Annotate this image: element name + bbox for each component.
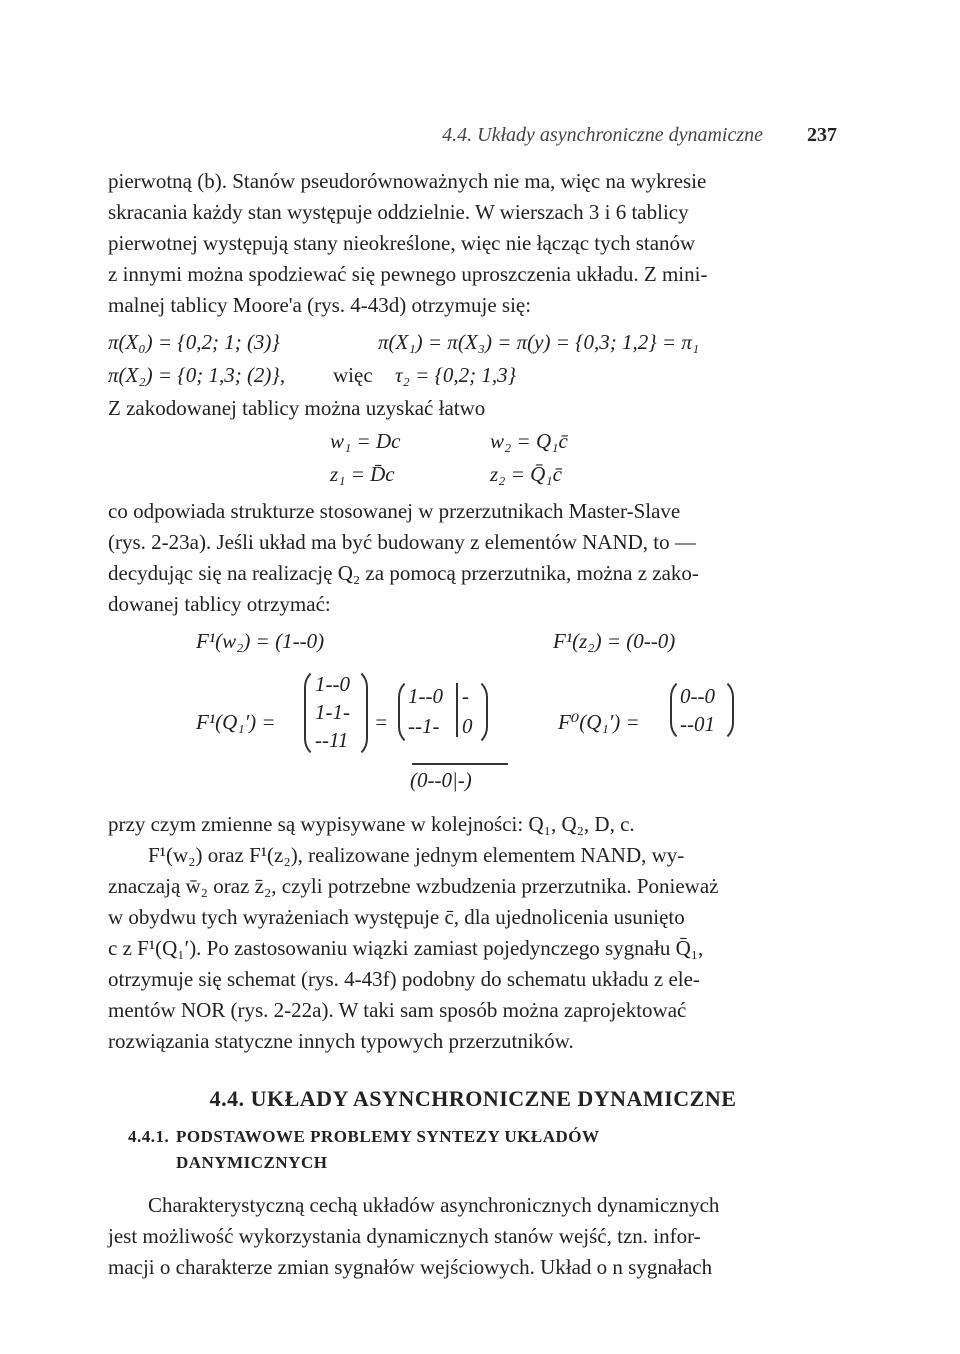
text-line: z innymi można spodziewać się pewnego uproszczenia układu. Z mini- <box>108 262 708 286</box>
text-line: przy czym zmienne są wypisywane w kolejności: Q₁, Q₂, D, c. <box>108 812 635 836</box>
function-f1-z2: F¹(z₂) = (0--0) <box>553 629 676 653</box>
excitation-z1: z₁ = D̄c <box>330 462 395 486</box>
matrix-1-row-2: 1-1- <box>315 700 350 724</box>
text-line: skracania każdy stan występuje oddzielnie. W wierszach 3 i 6 tablicy <box>108 200 689 224</box>
matrix-3-row-1: 0--0 <box>680 684 715 708</box>
matrix-2-separator <box>456 683 458 737</box>
subsection-title-line-2: DANYMICZNYCH <box>176 1153 328 1172</box>
text-line: dowanej tablicy otrzymać: <box>108 592 331 616</box>
subsection-number: 4.4.1. <box>128 1127 170 1146</box>
text-line: (rys. 2-23a). Jeśli układ ma być budowany z elementów NAND, to — <box>108 530 696 554</box>
text-line: F¹(w₂) oraz F¹(z₂), realizowane jednym elementem NAND, wy- <box>148 843 685 867</box>
matrix-1-row-3: --11 <box>315 728 349 752</box>
section-heading: 4.4. UKŁADY ASYNCHRONICZNE DYNAMICZNE <box>209 1086 737 1111</box>
word-wiec: więc <box>333 363 373 387</box>
text-line: c z F¹(Q₁′). Po zastosowaniu wiązki zamiast pojedynczego sygnału Q̄₁, <box>108 936 704 960</box>
partition-x1: π(X₁) = π(X₃) = π(y) = {0,3; 1,2} = π₁ <box>378 330 700 354</box>
excitation-z2: z₂ = Q̄₁c̄ <box>490 462 562 486</box>
final-paragraph <box>108 1190 838 1283</box>
text-line: pierwotnej występują stany nieokreślone, więc nie łącząc tych stanów <box>108 231 696 255</box>
matrix-1-row-1: 1--0 <box>315 672 350 696</box>
subsection-title-line-1: PODSTAWOWE PROBLEMY SYNTEZY UKŁADÓW <box>176 1127 600 1146</box>
partition-x0: π(X₀) = {0,2; 1; (3)} <box>108 330 280 354</box>
function-f0-q1-label: F⁰(Q₁′) = <box>558 710 640 734</box>
running-header <box>110 124 837 154</box>
text-line: macji o charakterze zmian sygnałów wejściowych. Układ o n sygnałach <box>108 1255 713 1279</box>
text-line: w obydwu tych wyrażeniach występuje c̄, dla ujednolicenia usunięto <box>108 905 685 929</box>
equals-sign: = <box>374 710 389 734</box>
excitation-row-1 <box>108 426 838 457</box>
matrix-block <box>108 661 838 791</box>
matrix-result: (0--0|-) <box>410 768 472 792</box>
intro-paragraph <box>108 166 838 321</box>
subsection-heading <box>108 1124 838 1176</box>
partition-tau2: τ₂ = {0,2; 1,3} <box>395 363 517 387</box>
text-line: malnej tablicy Moore'a (rys. 4-43d) otrzymuje się: <box>108 293 532 317</box>
body-text <box>108 166 838 1283</box>
page-number: 237 <box>807 124 837 146</box>
function-f1-w2: F¹(w₂) = (1--0) <box>196 629 325 653</box>
text-line: mentów NOR (rys. 2-22a). W taki sam sposób można zaprojektować <box>108 998 687 1022</box>
paragraph-3 <box>108 809 838 1057</box>
text-line: pierwotną (b). Stanów pseudorównoważnych nie ma, więc na wykresie <box>108 169 707 193</box>
partition-equation-row-1 <box>108 327 838 358</box>
text-line: co odpowiada strukturze stosowanej w przerzutnikach Master-Slave <box>108 499 681 523</box>
text-line: otrzymuje się schemat (rys. 4-43f) podobny do schematu układu z ele- <box>108 967 700 991</box>
matrix-2-extra-row-2: 0 <box>462 714 473 738</box>
function-row-1 <box>108 626 838 657</box>
text-line: znaczają w̄₂ oraz z̄₂, czyli potrzebne wzbudzenia przerzutnika. Ponieważ <box>108 874 719 898</box>
excitation-w2: w₂ = Q₁c̄ <box>490 429 568 453</box>
text-line: decydując się na realizację Q₂ za pomocą przerzutnika, można z zako- <box>108 561 699 585</box>
partition-equation-row-2 <box>108 360 838 391</box>
excitation-row-2 <box>108 459 838 490</box>
running-title: 4.4. Układy asynchroniczne dynamiczne <box>442 124 763 146</box>
matrix-2-extra-row-1: - <box>462 684 469 708</box>
coded-table-intro: Z zakodowanej tablicy można uzyskać łatwo <box>108 396 486 420</box>
text-line: rozwiązania statyczne innych typowych przerzutników. <box>108 1029 574 1053</box>
matrix-2-row-1: 1--0 <box>408 684 443 708</box>
text-line: Charakterystyczną cechą układów asynchronicznych dynamicznych <box>148 1193 720 1217</box>
partition-x2: π(X₂) = {0; 1,3; (2)}, <box>108 363 286 387</box>
text-line: jest możliwość wykorzystania dynamicznych stanów wejść, tzn. infor- <box>108 1224 701 1248</box>
matrix-2-row-2: --1- <box>408 714 440 738</box>
function-f1-q1-label: F¹(Q₁′) = <box>196 710 276 734</box>
paragraph-2 <box>108 496 838 620</box>
matrix-3-row-2: --01 <box>680 712 715 736</box>
excitation-w1: w₁ = Dc <box>330 429 401 453</box>
